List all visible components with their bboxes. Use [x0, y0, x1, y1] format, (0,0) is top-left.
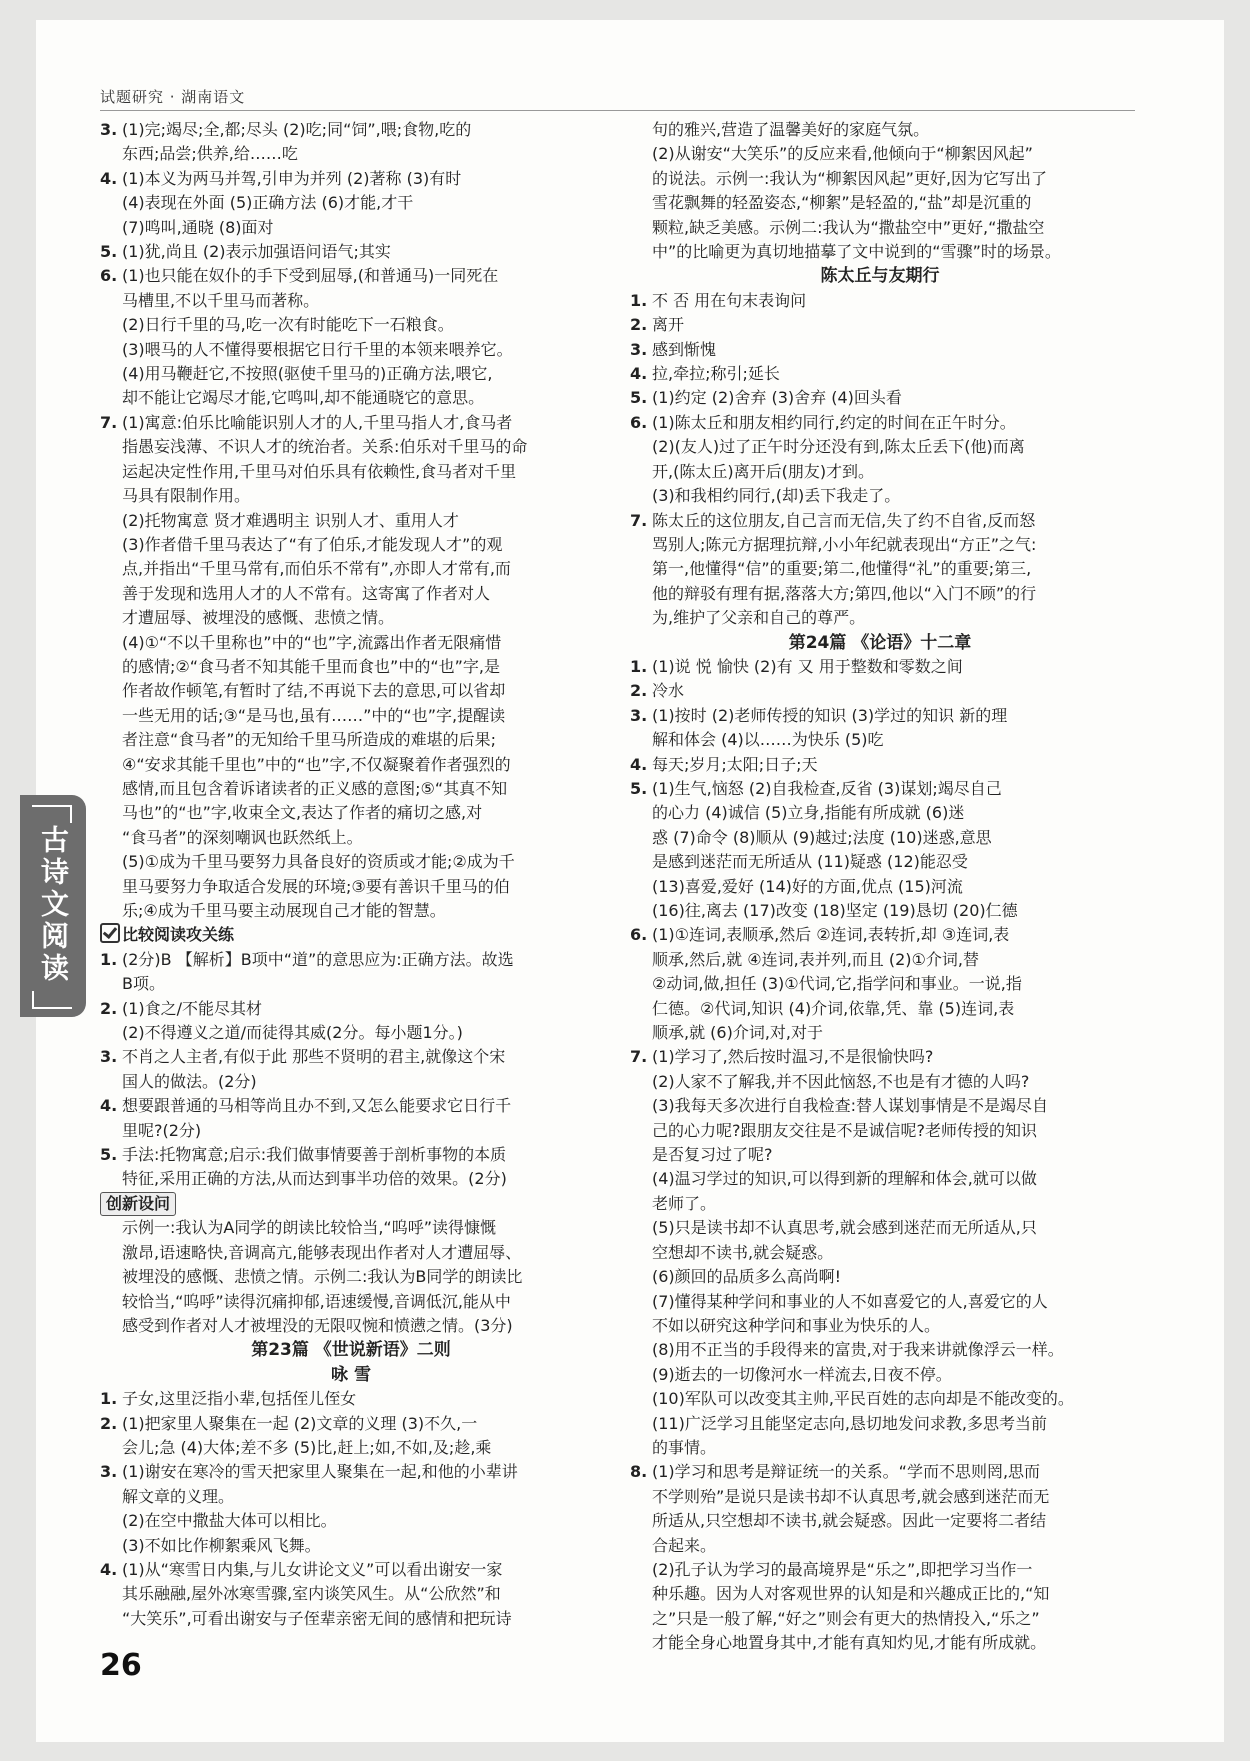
answer-line: (3)我每天多次进行自我检查:替人谋划事情是不是竭尽自 — [652, 1096, 1049, 1116]
answer-line: (1)也只能在奴仆的手下受到屈辱,(和普通马)一同死在 — [122, 266, 499, 286]
answer-line: 马具有限制作用。 — [122, 486, 251, 506]
answer-item — [630, 313, 1130, 337]
answer-line: 示例一:我认为A同学的朗读比较恰当,“呜呼”读得慷慨 — [122, 1218, 497, 1238]
answer-line: 所适从,只空想却不读书,就会疑惑。因此一定要将二者结 — [652, 1511, 1047, 1531]
answer-line: 颗粒,缺乏美感。示例二:我认为“撒盐空中”更好,“撒盐空 — [652, 217, 1045, 237]
answer-item — [630, 1460, 1130, 1655]
left-column — [100, 118, 602, 1631]
answers-block-5 — [630, 655, 1130, 1656]
answer-line: (2)不得遵义之道/而徒得其威(2分。每小题1分。) — [122, 1023, 463, 1043]
answer-line: 感情,而且包含着诉诸读者的正义感的意图;⑤“其真不知 — [122, 778, 508, 798]
answer-line: “大笑乐”,可看出谢安与子侄辈亲密无间的感情和把玩诗 — [122, 1608, 512, 1628]
answer-line: (10)军队可以改变其主帅,平民百姓的志向却是不能改变的。 — [652, 1389, 1074, 1409]
answer-line: 感受到作者对人才被埋没的无限叹惋和愤懑之情。(3分) — [122, 1315, 513, 1335]
answers-block-2 — [100, 948, 602, 1192]
answer-line: 国人的做法。(2分) — [122, 1071, 257, 1091]
answer-item — [100, 1143, 602, 1192]
answer-item — [630, 923, 1130, 1045]
answer-number: 6. — [630, 925, 648, 945]
answer-number: 1. — [100, 1389, 118, 1409]
answer-item — [100, 948, 602, 997]
answer-item — [630, 362, 1130, 386]
answer-line: 是否复习过了呢? — [652, 1145, 773, 1165]
answer-line: 顺承,就 (6)介词,对,对于 — [652, 1023, 824, 1043]
answer-number: 4. — [100, 1096, 118, 1116]
answer-line: (5)只是读书却不认真思考,就会感到迷茫而无所适从,只 — [652, 1218, 1037, 1238]
answer-line: (7)懂得某种学问和事业的人不如喜爱它的人,喜爱它的人 — [652, 1291, 1048, 1311]
answer-line: (13)喜爱,爱好 (14)好的方面,优点 (15)河流 — [652, 876, 963, 896]
section-23-title: 第23篇 《世说新语》二则 — [251, 1340, 451, 1361]
answer-line: 乐;④成为千里马要主动展现自己才能的智慧。 — [122, 901, 446, 920]
section-side-tab — [20, 795, 86, 1017]
answer-line: 作者故作顿笔,有暂时了结,不再说下去的意思,可以省却 — [122, 681, 506, 701]
answer-number: 4. — [100, 1559, 118, 1579]
bracket-top-decoration — [32, 805, 72, 823]
answer-line: 的事情。 — [652, 1437, 717, 1457]
answer-line: (9)逝去的一切像河水一样流去,日夜不停。 — [652, 1364, 952, 1384]
answer-item — [630, 509, 1130, 631]
answer-item — [100, 1045, 602, 1094]
answer-line: 较恰当,“呜呼”读得沉痛抑郁,语速缓慢,音调低沉,能从中 — [122, 1291, 511, 1311]
answer-line: (1)按时 (2)老师传授的知识 (3)学过的知识 新的理 — [652, 705, 1008, 725]
answer-line: 惑 (7)命令 (8)顺从 (9)越过;法度 (10)迷惑,意思 — [652, 827, 992, 847]
side-tab-label: 古诗文阅读 — [37, 825, 70, 985]
answer-line: “食马者”的深刻嘲讽也跃然纸上。 — [122, 827, 363, 847]
section-24-title: 第24篇 《论语》十二章 — [788, 632, 972, 653]
answer-line: 点,并指出“千里马常有,而伯乐不常有”,亦即人才常有,而 — [122, 559, 511, 579]
answer-number: 3. — [100, 120, 118, 139]
answer-line: 己的心力呢?跟朋友交往是不是诚信呢?老师传授的知识 — [652, 1120, 1037, 1140]
answer-number: 3. — [100, 1047, 118, 1067]
answer-line: (2)(友人)过了正午时分还没有到,陈太丘丢下(他)而离 — [652, 437, 1025, 457]
answer-line: 种乐趣。因为人对客观世界的认知是和兴趣成正比的,“知 — [652, 1584, 1050, 1604]
header-rule — [100, 110, 1135, 111]
answer-line: (2)孔子认为学习的最高境界是“乐之”,即把学习当作一 — [652, 1559, 1033, 1579]
answer-line: (1)约定 (2)舍弃 (3)舍弃 (4)回头看 — [652, 388, 902, 408]
running-header: 试题研究 · 湖南语文 — [100, 88, 246, 106]
answer-line: 才能全身心地置身其中,才能有真知灼见,才能有所成就。 — [652, 1633, 1047, 1653]
answer-item — [100, 1387, 602, 1411]
answer-line: B项。 — [122, 974, 165, 994]
answer-line: 顺承,然后,就 ④连词,表并列,而且 (2)①介词,替 — [652, 949, 979, 969]
answer-line: (1)学习了,然后按时温习,不是很愉快吗? — [652, 1047, 934, 1067]
answer-line: (1)本义为两马并驾,引申为并列 (2)著称 (3)有时 — [122, 168, 462, 188]
answer-line: (4)表现在外面 (5)正确方法 (6)才能,才干 — [122, 193, 414, 213]
answer-number: 1. — [100, 949, 118, 969]
page-number: 26 — [100, 1648, 142, 1683]
answer-line: (3)和我相约同行,(却)丢下我走了。 — [652, 486, 901, 506]
answer-line: 里呢?(2分) — [122, 1120, 202, 1140]
answer-line: 陈太丘的这位朋友,自己言而无信,失了约不自省,反而怒 — [652, 510, 1036, 530]
answer-line: 马槽里,不以千里马而著称。 — [122, 290, 320, 310]
answer-line: 却不能让它竭尽才能,它鸣叫,却不能通晓它的意思。 — [122, 388, 485, 408]
answer-line: 骂别人;陈元方据理抗辩,小小年纪就表现出“方正”之气: — [652, 534, 1037, 554]
answer-line: (2分)B 【解析】B项中“道”的意思应为:正确方法。故选 — [122, 949, 514, 969]
answer-line: 的说法。示例一:我认为“柳絮因风起”更好,因为它写出了 — [652, 168, 1048, 188]
answer-line: 会儿;急 (4)大体;差不多 (5)比,赶上;如,不如,及;趁,乘 — [122, 1437, 492, 1457]
answer-line: (5)①成为千里马要努力具备良好的资质或才能;②成为千 — [122, 852, 515, 872]
answer-line: 老师了。 — [652, 1193, 717, 1213]
answer-item — [630, 679, 1130, 703]
answer-number: 4. — [630, 754, 648, 774]
answer-line: (3)不如比作柳絮乘风飞舞。 — [122, 1535, 321, 1555]
answer-line: 之”只是一般了解,“好之”则会有更大的热情投入,“乐之” — [652, 1608, 1040, 1628]
answer-line: 不肖之人主者,有似于此 那些不贤明的君主,就像这个宋 — [122, 1047, 506, 1067]
answer-line: (11)广泛学习且能坚定志向,恳切地发问求教,多思考当前 — [652, 1413, 1048, 1433]
answer-line: 子女,这里泛指小辈,包括侄儿侄女 — [122, 1389, 357, 1409]
answer-line: ④“安求其能千里也”中的“也”字,不仅凝聚着作者强烈的 — [122, 754, 511, 774]
answer-item — [100, 118, 602, 167]
answer-line: 句的雅兴,营造了温馨美好的家庭气氛。 — [652, 120, 930, 139]
answer-line: 善于发现和选用人才的人不常有。这寄寓了作者对人 — [122, 583, 491, 603]
answer-line: (1)食之/不能尽其材 — [122, 998, 263, 1018]
answer-line: (4)温习学过的知识,可以得到新的理解和体会,就可以做 — [652, 1169, 1037, 1189]
answer-line: (1)寓意:伯乐比喻能识别人才的人,千里马指人才,食马者 — [122, 412, 513, 432]
answer-line: 里马要努力争取适合发展的环境;③要有善识千里马的伯 — [122, 876, 510, 896]
answer-line: (7)鸣叫,通晓 (8)面对 — [122, 217, 274, 237]
answers-block-1 — [100, 118, 602, 923]
answer-item — [630, 289, 1130, 313]
bracket-bottom-decoration — [32, 991, 72, 1009]
answer-line: 仁德。②代词,知识 (4)介词,依靠,凭、靠 (5)连词,表 — [652, 998, 1015, 1018]
answer-number: 2. — [100, 1413, 118, 1433]
answer-line: 开,(陈太丘)离开后(朋友)才到。 — [652, 461, 875, 481]
answer-line: 一些无用的话;③“是马也,虽有……”中的“也”字,提醒读 — [122, 705, 506, 725]
answer-item — [630, 386, 1130, 410]
answer-number: 2. — [100, 998, 118, 1018]
answer-number: 4. — [630, 364, 648, 384]
answer-number: 7. — [630, 1047, 648, 1067]
answer-line: (3)喂马的人不懂得要根据它日行千里的本领来喂养它。 — [122, 339, 513, 359]
section-23-subtitle: 咏 雪 — [331, 1364, 371, 1385]
answer-line: (8)用不正当的手段得来的富贵,对于我来讲就像浮云一样。 — [652, 1340, 1064, 1360]
answer-line: 解文章的义理。 — [122, 1486, 235, 1506]
answer-line: 中”的比喻更为真切地描摹了文中说到的“雪骤”时的场景。 — [652, 242, 1061, 262]
answer-line: 离开 — [652, 315, 685, 335]
answer-line: 其乐融融,屋外冰寒雪骤,室内谈笑风生。从“公欣然”和 — [122, 1584, 501, 1604]
answer-item — [630, 704, 1130, 753]
answer-item — [100, 167, 602, 240]
answer-line: 东西;品尝;供养,给……吃 — [122, 144, 298, 164]
answer-line: 运起决定性作用,千里马对伯乐具有依赖性,食马者对千里 — [122, 461, 517, 481]
answer-number: 2. — [630, 681, 648, 701]
answer-line: (1)陈太丘和朋友相约同行,约定的时间在正午时分。 — [652, 412, 1016, 432]
answer-line: (4)用马鞭赶它,不按照(驱使千里马的)正确方法,喂它, — [122, 364, 493, 384]
innovation-answer — [100, 1216, 602, 1338]
answer-line: 想要跟普通的马相等尚且办不到,又怎么能要求它日行千 — [122, 1096, 512, 1116]
answer-item — [630, 1045, 1130, 1460]
answer-line: 是感到迷茫而无所适从 (11)疑惑 (12)能忍受 — [652, 852, 968, 872]
answer-line: (1)从“寒雪日内集,与儿女讲论文义”可以看出谢安一家 — [122, 1559, 503, 1579]
answer-line: 的心力 (4)诚信 (5)立身,指能有所成就 (6)迷 — [652, 803, 965, 823]
answer-line: 合起来。 — [652, 1535, 717, 1555]
answer-line: (2)从谢安“大笑乐”的反应来看,他倾向于“柳絮因风起” — [652, 144, 1033, 164]
answers-block-3 — [100, 1387, 602, 1631]
answer-number: 4. — [100, 168, 118, 188]
answers-block-4 — [630, 289, 1130, 631]
answer-line: 激昂,语速略快,音调高亢,能够表现出作者对人才遭屈辱、 — [122, 1242, 522, 1262]
answer-line: 空想却不读书,就会疑惑。 — [652, 1242, 834, 1262]
answer-number: 3. — [630, 339, 648, 359]
answer-line: 才遭屈辱、被埋没的感慨、悲愤之情。 — [122, 608, 395, 628]
compare-reading-heading — [100, 923, 602, 947]
answer-item — [100, 1094, 602, 1143]
answer-number: 2. — [630, 315, 648, 335]
answer-line: (16)往,离去 (17)改变 (18)坚定 (19)恳切 (20)仁德 — [652, 901, 1018, 920]
answer-item — [100, 411, 602, 924]
answer-line: (1)完;竭尽;全,都;尽头 (2)吃;同“饲”,喂;食物,吃的 — [122, 120, 472, 139]
answer-line: 的感情;②“食马者不知其能千里而食也”中的“也”字,是 — [122, 656, 500, 676]
innovation-heading — [100, 1192, 602, 1216]
answer-number: 5. — [100, 1145, 118, 1165]
continued-answer — [630, 118, 1130, 264]
answer-line: 第一,他懂得“信”的重要;第二,他懂得“礼”的重要;第三, — [652, 559, 1032, 579]
answer-line: 每天;岁月;太阳;日子;天 — [652, 754, 818, 774]
answer-number: 6. — [100, 266, 118, 286]
answer-line: 手法:托物寓意;启示:我们做事情要善于剖析事物的本质 — [122, 1145, 507, 1165]
answer-line: (1)谢安在寒冷的雪天把家里人聚集在一起,和他的小辈讲 — [122, 1462, 518, 1482]
answer-line: 被埋没的感慨、悲愤之情。示例二:我认为B同学的朗读比 — [122, 1267, 523, 1287]
answer-line: 冷水 — [652, 681, 685, 701]
answer-line: (6)颜回的品质多么高尚啊! — [652, 1267, 842, 1287]
answer-line: (1)学习和思考是辩证统一的关系。“学而不思则罔,思而 — [652, 1462, 1041, 1482]
answer-item — [100, 264, 602, 410]
answer-number: 1. — [630, 290, 648, 310]
answer-line: (1)犹,尚且 (2)表示加强语问语气;其实 — [122, 242, 391, 262]
right-column — [630, 118, 1130, 1656]
answer-number: 5. — [630, 778, 648, 798]
answer-line: 拉,牵拉;称引;延长 — [652, 364, 780, 384]
answer-item — [100, 997, 602, 1046]
answer-line: (2)托物寓意 贤才难遇明主 识别人才、重用人才 — [122, 510, 459, 530]
section-chen-title: 陈太丘与友期行 — [820, 266, 940, 287]
answer-line: (2)人家不了解我,并不因此恼怒,不也是有才德的人吗? — [652, 1071, 1030, 1091]
answer-line: (3)作者借千里马表达了“有了伯乐,才能发现人才”的观 — [122, 534, 503, 554]
answer-line: 不 否 用在句末表询问 — [652, 290, 807, 310]
answer-number: 5. — [630, 388, 648, 408]
answer-item — [100, 1460, 602, 1558]
answer-line: (1)生气,恼怒 (2)自我检查,反省 (3)谋划;竭尽自己 — [652, 778, 1002, 798]
answer-line: (2)日行千里的马,吃一次有时能吃下一石粮食。 — [122, 315, 454, 335]
answer-line: 他的辩驳有理有据,落落大方;第四,他以“入门不顾”的行 — [652, 583, 1037, 603]
answer-line: 不如以研究这种学问和事业为快乐的人。 — [652, 1315, 941, 1335]
innovation-badge: 创新设问 — [100, 1192, 176, 1216]
answer-line: 特征,采用正确的方法,从而达到事半功倍的效果。(2分) — [122, 1169, 507, 1189]
answer-line: (2)在空中撒盐大体可以相比。 — [122, 1511, 337, 1531]
answer-line: 解和体会 (4)以……为快乐 (5)吃 — [652, 730, 884, 750]
answer-line: ②动词,做,担任 (3)①代词,它,指学问和事业。一说,指 — [652, 974, 1022, 994]
answer-line: 为,维护了父亲和自己的尊严。 — [652, 608, 866, 628]
answer-item — [630, 753, 1130, 777]
answer-line: 感到惭愧 — [652, 339, 717, 359]
answer-line: 不学则殆”是说只是读书却不认真思考,就会感到迷茫而无 — [652, 1486, 1050, 1506]
answer-item — [630, 411, 1130, 509]
answer-number: 3. — [630, 705, 648, 725]
answer-number: 6. — [630, 412, 648, 432]
answer-number: 3. — [100, 1462, 118, 1482]
answer-line: (1)①连词,表顺承,然后 ②连词,表转折,却 ③连词,表 — [652, 925, 1010, 945]
answer-item — [100, 240, 602, 264]
answer-number: 8. — [630, 1462, 648, 1482]
answer-item — [630, 655, 1130, 679]
answer-line: 者注意“食马者”的无知给千里马所造成的难堪的后果; — [122, 730, 496, 750]
answer-line: 马也”的“也”字,收束全文,表达了作者的痛切之感,对 — [122, 803, 483, 823]
answer-item — [630, 777, 1130, 923]
answer-number: 5. — [100, 242, 118, 262]
answer-line: (1)说 悦 愉快 (2)有 又 用于整数和零数之间 — [652, 656, 963, 676]
answer-line: 雪花飘舞的轻盈姿态,“柳絮”是轻盈的,“盐”却是沉重的 — [652, 193, 1032, 213]
answer-number: 7. — [100, 412, 118, 432]
answer-item — [100, 1558, 602, 1631]
answer-line: 指愚妄浅薄、不识人才的统治者。关系:伯乐对千里马的命 — [122, 437, 528, 457]
compare-reading-title: 比较阅读攻关练 — [122, 925, 235, 945]
answer-line: (4)①“不以千里称也”中的“也”字,流露出作者无限痛惜 — [122, 632, 502, 652]
checkbox-icon — [100, 923, 120, 943]
answer-item — [630, 338, 1130, 362]
answer-number: 1. — [630, 656, 648, 676]
answer-number: 7. — [630, 510, 648, 530]
answer-item — [100, 1412, 602, 1461]
answer-line: (1)把家里人聚集在一起 (2)文章的义理 (3)不久,一 — [122, 1413, 478, 1433]
